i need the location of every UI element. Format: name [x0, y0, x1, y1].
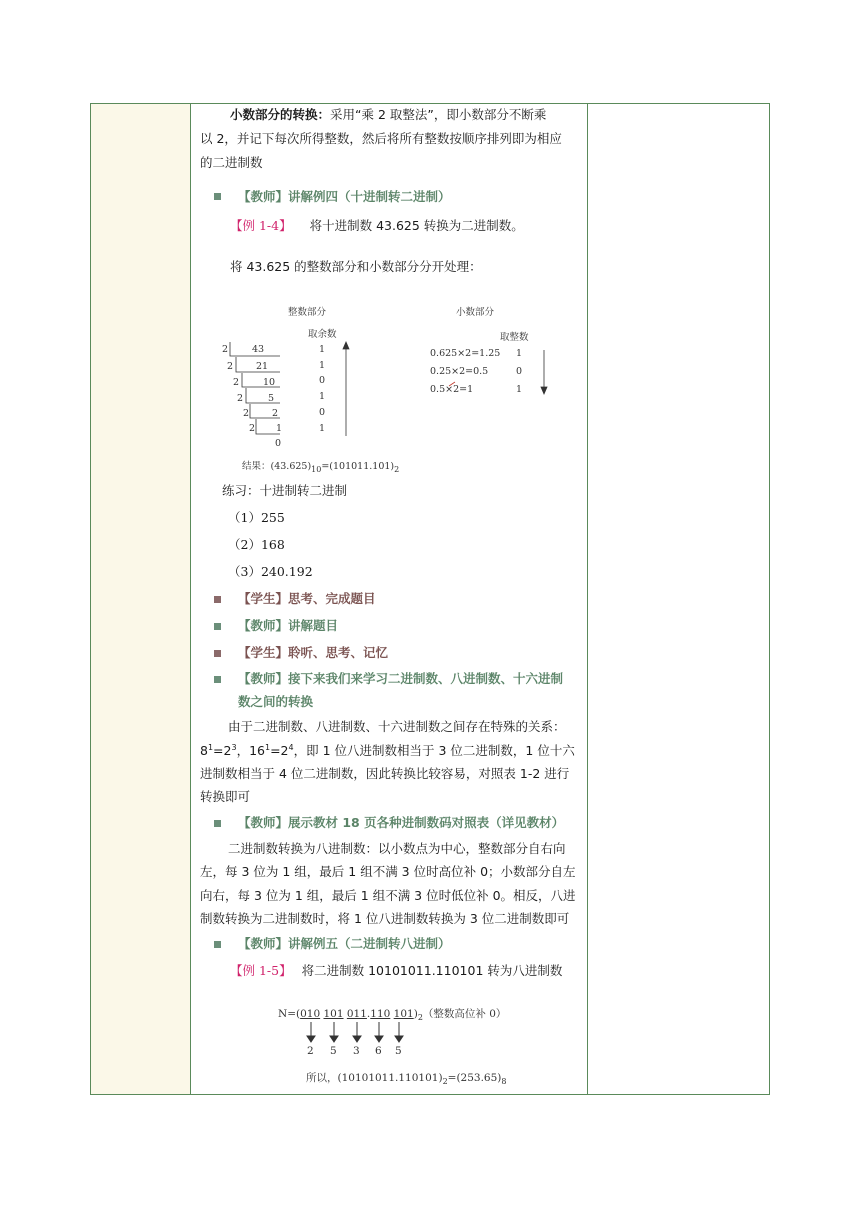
decimal-conversion-line1: 小数部分的转换：采用“乘 2 取整法”，即小数部分不断乘: [230, 107, 547, 122]
fraction-expr: 0.625×2=1.25: [430, 348, 501, 359]
teacher-example4: 【教师】讲解例四（十进制转二进制）: [238, 189, 451, 204]
relation-line2: $8^1=2^3$，$16^1=2^4$，即 1 位八进制数相当于 3 位二进制数，1 位十六: [200, 742, 575, 758]
divisor: 2: [227, 361, 234, 372]
fraction-expr: 0.5×2=1: [430, 384, 474, 395]
teacher-next-line1: 【教师】接下来我们来学习二进制数、八进制数、十六进制: [238, 671, 564, 686]
binary-groups: N=(010 101 011.110 $101)_2$（整数高位补 0）: [278, 1008, 507, 1023]
divisor: 2: [237, 393, 244, 404]
divisor: 2: [222, 344, 229, 355]
remainder: 1: [319, 423, 326, 434]
dividend: 43: [252, 344, 265, 355]
dividend: 10: [263, 377, 276, 388]
teacher-example5: 【教师】讲解例五（二进制转八进制）: [238, 936, 451, 951]
practice-title: 练习：十进制转二进制: [222, 483, 348, 498]
decimal-conversion-line2: 以 2，并记下每次所得整数，然后将所有整数按顺序排列即为相应: [200, 131, 562, 146]
teacher-table: 【教师】展示教材 18 页各种进制数码对照表（详见教材）: [238, 815, 565, 830]
bullet-square-icon: [214, 676, 221, 683]
fraction-integer: 0: [516, 366, 523, 377]
relation-line3: 进制数相当于 4 位二进制数，因此转换比较容易，对照表 1-2 进行: [200, 766, 570, 781]
bullet-square-icon: [214, 596, 221, 603]
bullet-square-icon: [214, 193, 221, 200]
divisor: 2: [249, 423, 256, 434]
left-column: [91, 104, 191, 1094]
fraction-expr: 0.25×2=0.5: [430, 366, 489, 377]
octal-digit: 6: [375, 1045, 382, 1057]
bin-to-oct-line3: 向右，每 3 位为 1 组，最后 1 组不满 3 位时低位补 0。相反，八进: [200, 888, 576, 903]
remainder: 0: [319, 375, 326, 386]
figure1-result: 结果：$(43.625)_{10}=(101011.101)_2$: [242, 461, 400, 474]
bin-to-oct-line4: 制数转换为二进制数时，将 1 位八进制数转换为 3 位二进制数即可: [200, 911, 570, 926]
dividend: 5: [268, 393, 275, 404]
octal-digit: 5: [395, 1045, 402, 1057]
octal-digit: 2: [307, 1045, 314, 1057]
bin-to-oct-line2: 左，每 3 位为 1 组，最后 1 组不满 3 位时高位补 0；小数部分自左: [200, 864, 576, 879]
integer-label: 取整数: [500, 332, 529, 343]
practice-item: （2）168: [228, 537, 285, 552]
remainder: 0: [319, 407, 326, 418]
divisor: 2: [233, 377, 240, 388]
bullet-square-icon: [214, 941, 221, 948]
teacher-explain: 【教师】讲解题目: [238, 618, 339, 633]
remainder-label: 取余数: [308, 329, 337, 340]
relation-line4: 转换即可: [200, 789, 251, 804]
bin-to-oct-line1: 二进制数转换为八进制数：以小数点为中心，整数部分自右向: [228, 841, 566, 856]
figure2-result: 所以，$(10101011.110101)_2=(253.65)_8$: [306, 1072, 507, 1087]
bullet-square-icon: [214, 650, 221, 657]
fraction-integer: 1: [516, 348, 523, 359]
example-1-4-process: 将 43.625 的整数部分和小数部分分开处理：: [230, 259, 482, 274]
octal-digit: 3: [353, 1045, 360, 1057]
example-1-5: 【例 1-5】 将二进制数 10101011.110101 转为八进制数: [230, 963, 563, 978]
octal-conversion-figure: [278, 1004, 528, 1088]
relation-line1: 由于二进制数、八进制数、十六进制数之间存在特殊的关系：: [228, 719, 566, 734]
student-think: 【学生】思考、完成题目: [238, 591, 376, 606]
integer-part-title: 整数部分: [288, 307, 327, 318]
dividend: 1: [276, 423, 283, 434]
right-column: [587, 104, 769, 1094]
octal-digit: 5: [330, 1045, 337, 1057]
divisor: 2: [243, 408, 250, 419]
decimal-conversion-line3: 的二进制数: [200, 155, 263, 170]
bullet-square-icon: [214, 623, 221, 630]
remainder: 1: [319, 360, 326, 371]
practice-item: （1）255: [228, 510, 285, 525]
practice-item: （3）240.192: [228, 564, 313, 579]
fraction-part-title: 小数部分: [456, 307, 495, 318]
example-1-4: 【例 1-4】 将十进制数 43.625 转换为二进制数。: [230, 218, 524, 233]
remainder: 1: [319, 391, 326, 402]
dividend: 21: [256, 361, 269, 372]
teacher-next-line2: 数之间的转换: [238, 694, 314, 709]
conversion-figure-43625: [218, 298, 558, 474]
dividend: 2: [272, 408, 279, 419]
dividend: 0: [275, 438, 282, 449]
remainder: 1: [319, 344, 326, 355]
student-listen: 【学生】聆听、思考、记忆: [238, 645, 389, 660]
fraction-integer: 1: [516, 384, 523, 395]
bullet-square-icon: [214, 820, 221, 827]
